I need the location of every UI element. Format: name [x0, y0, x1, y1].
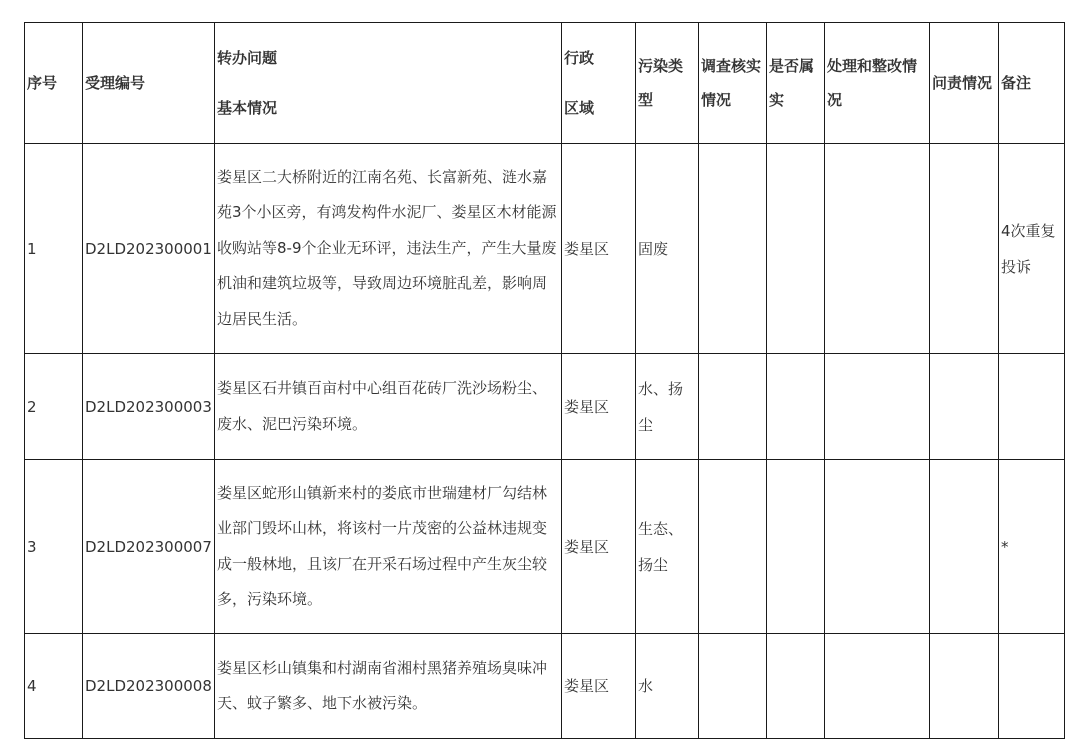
cell-verified: [699, 460, 767, 634]
cell-seq: 3: [25, 460, 83, 634]
cell-handling: [825, 634, 930, 739]
cell-seq: 2: [25, 354, 83, 460]
cell-is-true: [767, 460, 825, 634]
header-accountability: 问责情况: [930, 23, 999, 144]
cell-issue: 娄星区石井镇百亩村中心组百花砖厂洗沙场粉尘、废水、泥巴污染环境。: [215, 354, 562, 460]
cell-handling: [825, 144, 930, 354]
cell-case-no: D2LD202300008: [83, 634, 215, 739]
cell-verified: [699, 634, 767, 739]
cell-pollution-type: 水: [636, 634, 699, 739]
header-is-true: 是否属实: [767, 23, 825, 144]
cell-remarks: [999, 634, 1065, 739]
header-seq: 序号: [25, 23, 83, 144]
complaint-table: [24, 22, 1065, 739]
cell-region: 娄星区: [562, 634, 636, 739]
cell-remarks: *: [999, 460, 1065, 634]
cell-region: 娄星区: [562, 354, 636, 460]
cell-region: 娄星区: [562, 144, 636, 354]
cell-remarks: 4次重复投诉: [999, 144, 1065, 354]
cell-case-no: D2LD202300003: [83, 354, 215, 460]
cell-handling: [825, 354, 930, 460]
header-remarks: 备注: [999, 23, 1065, 144]
header-row: [25, 23, 1065, 144]
table-row: [25, 460, 1065, 634]
cell-pollution-type: 水、扬尘: [636, 354, 699, 460]
cell-pollution-type: 固废: [636, 144, 699, 354]
cell-verified: [699, 354, 767, 460]
cell-is-true: [767, 634, 825, 739]
cell-issue: 娄星区蛇形山镇新来村的娄底市世瑞建材厂勾结林业部门毁坏山林，将该村一片茂密的公益林违规变成一般林地，且该厂在开采石场过程中产生灰尘较多，污染环境。: [215, 460, 562, 634]
cell-verified: [699, 144, 767, 354]
table-row: [25, 354, 1065, 460]
header-issue: 转办问题 基本情况: [215, 23, 562, 144]
cell-remarks: [999, 354, 1065, 460]
header-case-no: 受理编号: [83, 23, 215, 144]
cell-issue: 娄星区二大桥附近的江南名苑、长富新苑、涟水嘉苑3个小区旁，有鸿发构件水泥厂、娄星区木材能源收购站等8-9个企业无环评，违法生产，产生大量废机油和建筑垃圾等，导致周边环境脏乱差，影响周边居民生活。: [215, 144, 562, 354]
cell-is-true: [767, 144, 825, 354]
cell-accountability: [930, 460, 999, 634]
header-handling: 处理和整改情况: [825, 23, 930, 144]
cell-seq: 4: [25, 634, 83, 739]
cell-is-true: [767, 354, 825, 460]
cell-accountability: [930, 354, 999, 460]
cell-pollution-type: 生态、扬尘: [636, 460, 699, 634]
cell-issue: 娄星区杉山镇集和村湖南省湘村黑猪养殖场臭味冲天、蚊子繁多、地下水被污染。: [215, 634, 562, 739]
header-pollution-type: 污染类型: [636, 23, 699, 144]
cell-accountability: [930, 144, 999, 354]
cell-handling: [825, 460, 930, 634]
cell-case-no: D2LD202300001: [83, 144, 215, 354]
cell-region: 娄星区: [562, 460, 636, 634]
header-verified: 调查核实情况: [699, 23, 767, 144]
cell-case-no: D2LD202300007: [83, 460, 215, 634]
table-row: [25, 634, 1065, 739]
cell-accountability: [930, 634, 999, 739]
table-row: [25, 144, 1065, 354]
header-region: 行政 区域: [562, 23, 636, 144]
cell-seq: 1: [25, 144, 83, 354]
